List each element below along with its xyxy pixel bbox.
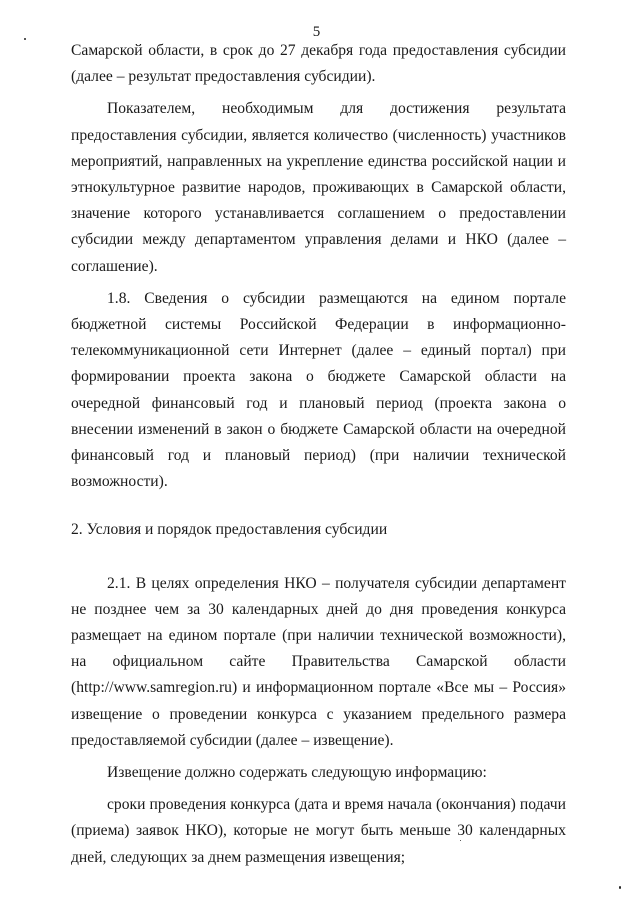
scan-speck [619, 886, 621, 889]
section-heading: 2. Условия и порядок предоставления субсидии [71, 521, 388, 539]
paragraph-contest-terms: сроки проведения конкурса (дата и время начала (окончания) подачи (приема) заявок НКО), которые не могут быть меньше 30 календарных дней, следующих за днем размещения извещения; [71, 796, 566, 866]
paragraph-1-8: 1.8. Сведения о субсидии размещаются на едином портале бюджетной системы Российской Федерации в информационно-телекоммуникационной сети Интернет (далее – единый портал) при формировании проекта закона о бюджете Самарской области на очередной финансовый год и плановый период (проекта закона о внесении изменений в закон о бюджете Самарской области на очередной финансовый год и плановый период) (при наличии технической возможности). [71, 289, 566, 491]
document-body [71, 38, 566, 871]
paragraph-result-continuation: Самарской области, в срок до 27 декабря года предоставления субсидии (далее – результат предоставления субсидии). [71, 42, 566, 86]
scan-speck [24, 38, 26, 40]
scan-speck [460, 840, 461, 841]
paragraph-notice-contents: Извещение должно содержать следующую информацию: [107, 764, 487, 782]
paragraph-indicator: Показателем, необходимым для достижения результата предоставления субсидии, является количество (численность) участников мероприятий, направленных на укрепление единства российской нации и этнокультурное развитие народов, проживающих в Самарской области, значение которого устанавливается соглашением о предоставлении субсидии между департаментом управления делами и НКО (далее – соглашение). [71, 100, 566, 275]
paragraph-2-1: 2.1. В целях определения НКО – получателя субсидии департамент не позднее чем за 30 календарных дней до дня проведения конкурса размещает на едином портале (при наличии технической возможности), на официальном сайте Правительства Самарской области (http://www.samregion.ru) и информационном портале «Все мы – Россия» извещение о проведении конкурса с указанием предельного размера предоставляемой субсидии (далее – извещение). [71, 574, 566, 749]
page-number: 5 [312, 24, 321, 40]
